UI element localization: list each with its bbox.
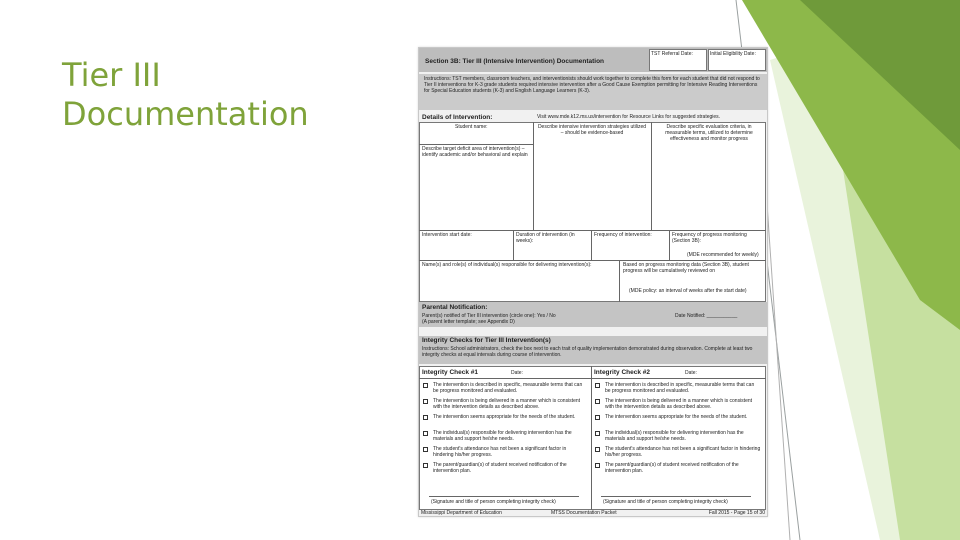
integrity-instructions: Instructions: School administrators, check the box next to each trait of quality implementation demonstrated during observation. Complete at least two integrity checks at equal intervals during course of intervention. — [422, 346, 753, 358]
signature-line — [601, 496, 751, 497]
check-2-item: The individual(s) responsible for delivering intervention has the materials and support he/she needs. — [605, 430, 744, 442]
check-2-item-checkbox — [595, 463, 600, 468]
documentation-form-image — [418, 47, 768, 517]
check-1-item-checkbox — [423, 431, 428, 436]
date-notified: Date Notified: ___________ — [675, 313, 738, 319]
check-1-item: The intervention is being delivered in a manner which is consistent with the intervention details as described above. — [433, 398, 581, 410]
col-divider — [651, 122, 652, 230]
col-student-name: Student name: — [455, 124, 488, 130]
form-instructions: Instructions: TST members, classroom teachers, and interventionists should work together to complete this form for each student that did not respond to Tier II interventions for K-3 grade students required intensive intervention after a Good Cause Exemption permitting for Intensive Reading Interventions for Special Education students (K-3) and English Language Learners (K-3). — [424, 76, 760, 94]
footer-left: Mississippi Department of Education — [421, 510, 502, 516]
monitoring-note: Based on progress monitoring data (Section 3B), student progress will be cumulatively reviewed on — [623, 262, 749, 274]
slide-title-line-1: Tier III — [62, 56, 161, 94]
check-2-signature: (Signature and title of person completing integrity check) — [603, 499, 728, 505]
col-strategies: Describe intensive intervention strategies utilized – should be evidence-based — [537, 124, 647, 136]
row-divider — [419, 260, 766, 261]
col-divider — [669, 230, 670, 260]
check-2-date-label: Date: — [685, 370, 697, 376]
check-2-item: The intervention is described in specific, measurable terms that can be progress monitored and evaluated. — [605, 382, 755, 394]
check-2-item: The parent/guardian(s) of student received notification of the intervention plan. — [605, 462, 739, 474]
check-2-item-checkbox — [595, 399, 600, 404]
check-2-item-checkbox — [595, 447, 600, 452]
duration-label: Duration of intervention (in weeks): — [516, 232, 575, 244]
check-1-item-checkbox — [423, 383, 428, 388]
check-1-date-label: Date: — [511, 370, 523, 376]
check-1-item: The intervention is described in specific, measurable terms that can be progress monitored and evaluated. — [433, 382, 583, 394]
check-1-item: The parent/guardian(s) of student received notification of the intervention plan. — [433, 462, 567, 474]
check-2-item-checkbox — [595, 383, 600, 388]
responsible-label: Name(s) and role(s) of individual(s) responsible for delivering intervention(s): — [422, 262, 592, 268]
check-1-signature: (Signature and title of person completing integrity check) — [431, 499, 556, 505]
resource-link-note: Visit www.mde.k12.ms.us/intervention for Resource Links for suggested strategies. — [537, 114, 721, 120]
footer-center: MTSS Documentation Packet — [551, 510, 617, 516]
start-date-label: Intervention start date: — [422, 232, 472, 238]
check-1-item-checkbox — [423, 447, 428, 452]
signature-line — [429, 496, 579, 497]
integrity-check-1-title: Integrity Check #1 — [422, 369, 478, 376]
check-1-item: The student's attendance has not been a significant factor in hindering his/her progress. — [433, 446, 567, 458]
check-1-item-checkbox — [423, 415, 428, 420]
check-1-item: The individual(s) responsible for delivering intervention has the materials and support he/she needs. — [433, 430, 572, 442]
check-2-item-checkbox — [595, 415, 600, 420]
check-2-item: The intervention seems appropriate for the needs of the student. — [605, 414, 748, 420]
progress-recommendation: (MDE recommended for weekly) — [687, 252, 759, 258]
initial-eligibility-date: Initial Eligibility Date: — [710, 51, 756, 57]
col-divider — [591, 230, 592, 260]
check-1-item: The intervention seems appropriate for the needs of the student. — [433, 414, 576, 420]
section-title: Section 3B: Tier III (Intensive Intervention) Documentation — [425, 58, 605, 65]
check-2-item-checkbox — [595, 431, 600, 436]
check-2-item: The student's attendance has not been a significant factor in hindering his/her progress. — [605, 446, 761, 458]
details-heading: Details of Intervention: — [422, 114, 493, 121]
col-divider — [513, 230, 514, 260]
progress-frequency-label: Frequency of progress monitoring (Section 3B): — [672, 232, 747, 244]
row-divider — [419, 378, 766, 379]
mde-policy-note: (MDE policy: an interval of weeks after the start date) — [629, 288, 747, 294]
footer-right: Fall 2015 - Page 15 of 30 — [708, 510, 765, 516]
parent-letter-note: (A parent letter template; see Appendix D) — [422, 319, 515, 325]
col-divider — [591, 366, 592, 510]
target-deficit: Describe target deficit area of intervention(s) – identify academic and/or behavioral and explain — [422, 146, 528, 158]
check-1-item-checkbox — [423, 463, 428, 468]
parental-line: Parent(s) notified of Tier III intervention (circle one): Yes / No — [422, 313, 556, 319]
slide-title-line-2: Documentation — [62, 95, 309, 133]
parental-heading: Parental Notification: — [422, 304, 488, 311]
integrity-check-2-title: Integrity Check #2 — [594, 369, 650, 376]
row-divider — [419, 230, 766, 231]
tst-referral-date: TST Referral Date: — [651, 51, 693, 57]
col-divider — [619, 260, 620, 302]
col-evaluation: Describe specific evaluation criteria, in measurable terms, utilized to determine effectiveness and monitor progress — [665, 124, 753, 142]
col-divider — [533, 122, 534, 230]
slide-title — [62, 56, 362, 134]
integrity-heading: Integrity Checks for Tier III Intervention(s) — [422, 337, 551, 344]
row-divider — [419, 144, 533, 145]
check-2-item: The intervention is being delivered in a manner which is consistent with the intervention details as described above. — [605, 398, 753, 410]
check-1-item-checkbox — [423, 399, 428, 404]
frequency-label: Frequency of intervention: — [594, 232, 652, 238]
